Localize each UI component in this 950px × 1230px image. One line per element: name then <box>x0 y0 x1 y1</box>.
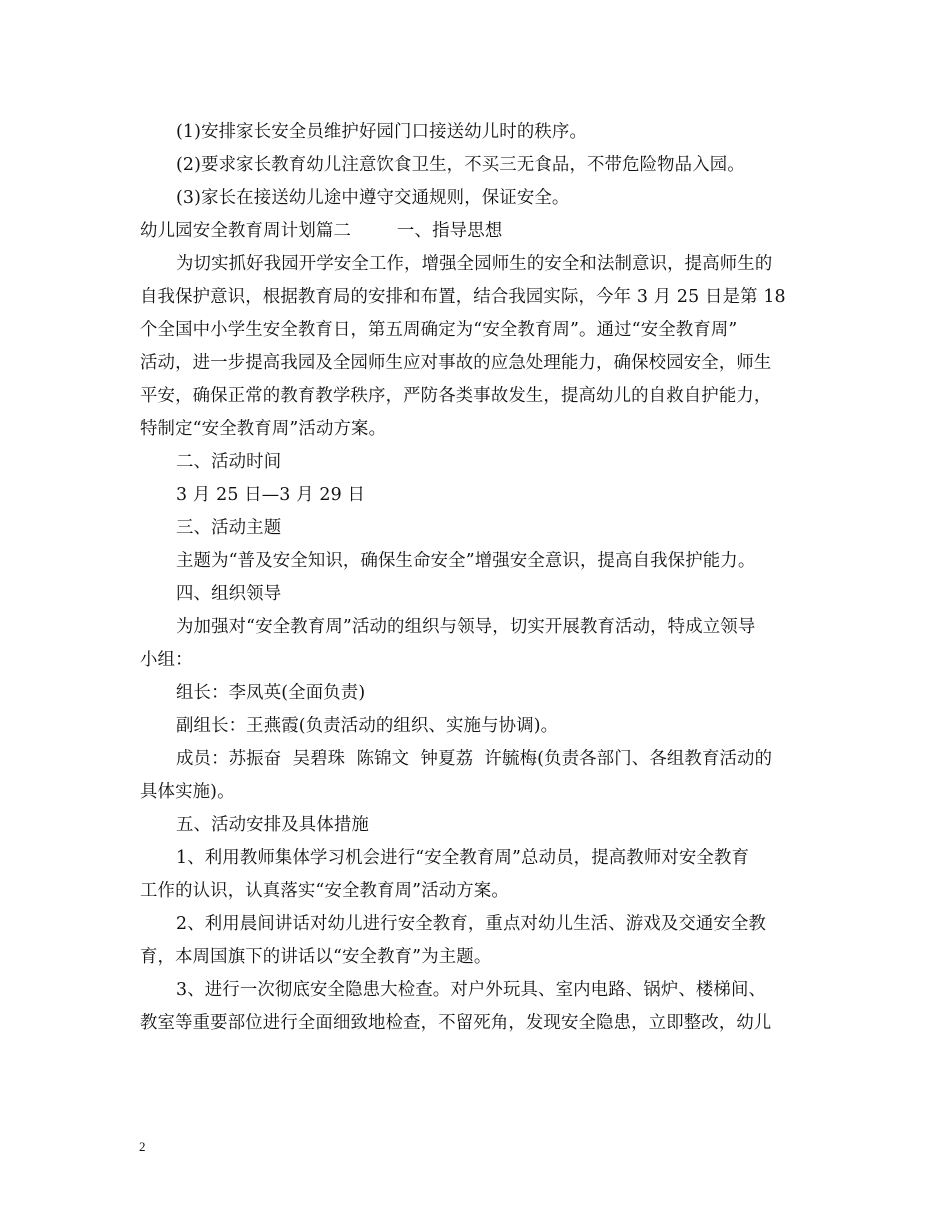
text-line: 2、利用晨间讲话对幼儿进行安全教育，重点对幼儿生活、游戏及交通安全教 <box>176 914 767 934</box>
text-line: 成员：苏振奋 吴碧珠 陈锦文 钟夏荔 许毓梅(负责各部门、各组教育活动的 <box>176 749 773 769</box>
text-line: 育，本周国旗下的讲话以“安全教育”为主题。 <box>140 947 492 967</box>
text-line: (1)安排家长安全员维护好园门口接送幼儿时的秩序。 <box>176 122 587 142</box>
text-line: 3 月 25 日—3 月 29 日 <box>176 485 366 505</box>
text-line: 教室等重要部位进行全面细致地检查，不留死角，发现安全隐患，立即整改，幼儿 <box>140 1013 772 1033</box>
text-line: (3)家长在接送幼儿途中遵守交通规则，保证安全。 <box>176 188 570 208</box>
text-line: 工作的认识，认真落实“安全教育周”活动方案。 <box>140 881 509 901</box>
section-heading: 四、组织领导 <box>176 584 282 604</box>
document-body <box>140 116 812 1040</box>
section-heading: 二、活动时间 <box>176 452 282 472</box>
text-line: 自我保护意识，根据教育局的安排和布置，结合我园实际，今年 3 月 25 日是第 18 <box>140 287 786 307</box>
section-heading: 三、活动主题 <box>176 518 282 538</box>
text-line: 副组长：王燕霞(负责活动的组织、实施与协调)。 <box>176 716 559 736</box>
text-line: 小组： <box>140 650 193 670</box>
text-line: 特制定“安全教育周”活动方案。 <box>140 419 387 439</box>
text-line: 组长：李凤英(全面负责) <box>176 683 366 703</box>
text-line: 为切实抓好我园开学安全工作，增强全园师生的安全和法制意识，提高师生的 <box>176 254 773 274</box>
page-number: 2 <box>139 1139 146 1154</box>
text-line: 1、利用教师集体学习机会进行“安全教育周”总动员，提高教师对安全教育 <box>176 848 750 868</box>
section-heading: 幼儿园安全教育周计划篇二 一、指导思想 <box>140 221 503 241</box>
text-line: 平安，确保正常的教育教学秩序，严防各类事故发生，提高幼儿的自救自护能力， <box>140 386 772 406</box>
text-line: 主题为“普及安全知识，确保生命安全”增强安全意识，提高自我保护能力。 <box>176 551 756 571</box>
text-line: 活动，进一步提高我园及全园师生应对事故的应急处理能力，确保校园安全，师生 <box>140 353 772 373</box>
text-line: 3、进行一次彻底安全隐患大检查。对户外玩具、室内电路、锅炉、楼梯间、 <box>176 980 767 1000</box>
text-line: 个全国中小学生安全教育日，第五周确定为“安全教育周”。通过“安全教育周” <box>140 320 738 340</box>
text-line: 为加强对“安全教育周”活动的组织与领导，切实开展教育活动，特成立领导 <box>176 617 756 637</box>
section-heading: 五、活动安排及具体措施 <box>176 815 369 835</box>
text-line: (2)要求家长教育幼儿注意饮食卫生，不买三无食品，不带危险物品入园。 <box>176 155 745 175</box>
text-line: 具体实施)。 <box>140 782 235 802</box>
